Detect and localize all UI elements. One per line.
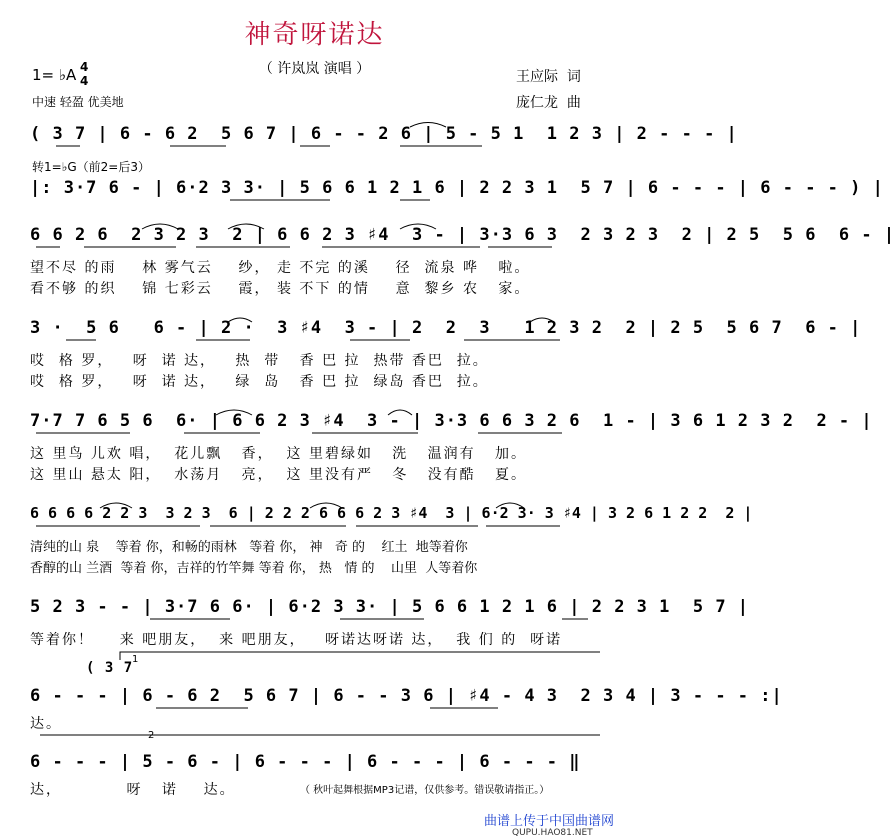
time-signature-bottom: 4 <box>80 74 89 88</box>
score-row-2: |: 3·7 6 - | 6·2 3 3· | 5 6 6 1 2 1 6 | 2 2 3 1 5 7 | 6 - - - | 6 - - - ) | <box>30 178 884 198</box>
lyric-row-5-verse-1: 这 里鸟 儿欢 唱， 花儿飘 香， 这 里碧绿如 洗 温润有 加。 <box>30 446 528 462</box>
slur <box>388 410 412 415</box>
slur <box>100 503 132 508</box>
key-signature: 1= ♭A <box>32 66 77 84</box>
score-row-6: 6 6 6 6 2 2 3 3 2 3 6 | 2 2 2 6 6 6 2 3 ♯4 3 | 6·2 3· 3 ♯4 | 3 2 6 1 2 2 2 | <box>30 504 753 522</box>
score-row-5: 7·7 7 6 5 6 6· | 6 6 2 3 ♯4 3 - | 3·3 6 6 3 2 6 1 - | 3 6 1 2 3 2 2 - | <box>30 411 873 431</box>
first-ending-number: 1 <box>132 654 139 665</box>
pickup-notes: ( 3 7 <box>86 660 134 676</box>
lyric-row-3-verse-1: 望不尽 的雨 林 雾气云 纱， 走 不完 的溪 径 流泉 哗 啦。 <box>30 260 531 276</box>
footer-text: 曲谱上传于中国曲谱网 <box>484 814 615 829</box>
slur <box>400 224 436 229</box>
transcription-note: （ 秋叶起舞根据MP3记谱，仅供参考。错误敬请指正。） <box>300 785 550 796</box>
lyric-row-6-verse-2: 香醇的山 兰酒 等着 你，吉祥的竹竿舞 等着 你， 热 情 的 山里 人等着你 <box>30 561 478 576</box>
singer-credit: （ 许岚岚 演唱 ） <box>258 61 371 77</box>
score-row-3: 6 6 2 6 2 3 2 3 2 | 6 6 2 3 ♯4 3 - | 3·3 6 3 2 3 2 3 2 | 2 5 5 6 6 - | <box>30 225 895 245</box>
score-row-9: 6 - - - | 5 - 6 - | 6 - - - | 6 - - - | 6 - - - ‖ <box>30 752 581 772</box>
score-row-4: 3 · 5 6 6 - | 2 · 3 ♯4 3 - | 2 2 3 1 2 3 2 2 | 2 5 5 6 7 6 - | <box>30 318 862 338</box>
score-row-7: 5 2 3 - - | 3·7 6 6· | 6·2 3 3· | 5 6 6 1 2 1 6 | 2 2 3 1 5 7 | <box>30 597 750 617</box>
lyric-row-3-verse-2: 看不够 的织 锦 七彩云 霞， 装 不下 的情 意 黎乡 农 家。 <box>30 281 531 297</box>
lyric-row-7: 等着你！ 来 吧朋友， 来 吧朋友， 呀诺达呀诺 达， 我 们 的 呀诺 <box>30 632 563 648</box>
slur <box>228 318 252 322</box>
lyric-row-4-verse-2: 哎 格 罗， 呀 诺 达， 绿 岛 香 巴 拉 绿岛 香巴 拉。 <box>30 374 489 390</box>
lyric-row-6-verse-1: 清纯的山 泉 等着 你，和畅的雨林 等着 你， 神 奇 的 红土 地等着你 <box>30 540 468 555</box>
lyric-row-9: 达， 呀 诺 达。 <box>30 782 236 798</box>
score-row-8: 6 - - - | 6 - 6 2 5 6 7 | 6 - - 3 6 | ♯4 - 4 3 2 3 4 | 3 - - - :| <box>30 686 783 706</box>
tempo-marking: 中速 轻盈 优美地 <box>32 95 124 109</box>
slur <box>496 503 524 508</box>
page-title: 神奇呀诺达 <box>244 20 385 50</box>
time-signature-top: 4 <box>80 60 89 74</box>
slur <box>216 410 252 415</box>
composer-credit: 庞仁龙 曲 <box>516 95 581 111</box>
score-row-intro: ( 3 7 | 6 - 6 2 5 6 7 | 6 - - 2 6 | 5 - 5 1 1 2 3 | 2 - - - | <box>30 124 738 144</box>
slur <box>410 123 446 128</box>
second-ending-number: 2 <box>148 730 155 741</box>
first-ending-bracket <box>120 652 600 660</box>
footer-site: QUPU.HAO81.NET <box>512 828 593 838</box>
lyric-row-5-verse-2: 这 里山 悬太 阳， 水荡月 亮， 这 里没有严 冬 没有酷 夏。 <box>30 467 528 483</box>
lyric-row-4-verse-1: 哎 格 罗， 呀 诺 达， 热 带 香 巴 拉 热带 香巴 拉。 <box>30 353 489 369</box>
lyric-row-8: 达。 <box>30 716 62 732</box>
modulation-marking: 转1=♭G（前2=后3） <box>32 160 150 174</box>
slur <box>310 503 342 508</box>
lyricist-credit: 王应际 词 <box>516 69 581 85</box>
slur <box>530 318 554 322</box>
slur <box>228 224 264 229</box>
slur <box>142 224 178 229</box>
